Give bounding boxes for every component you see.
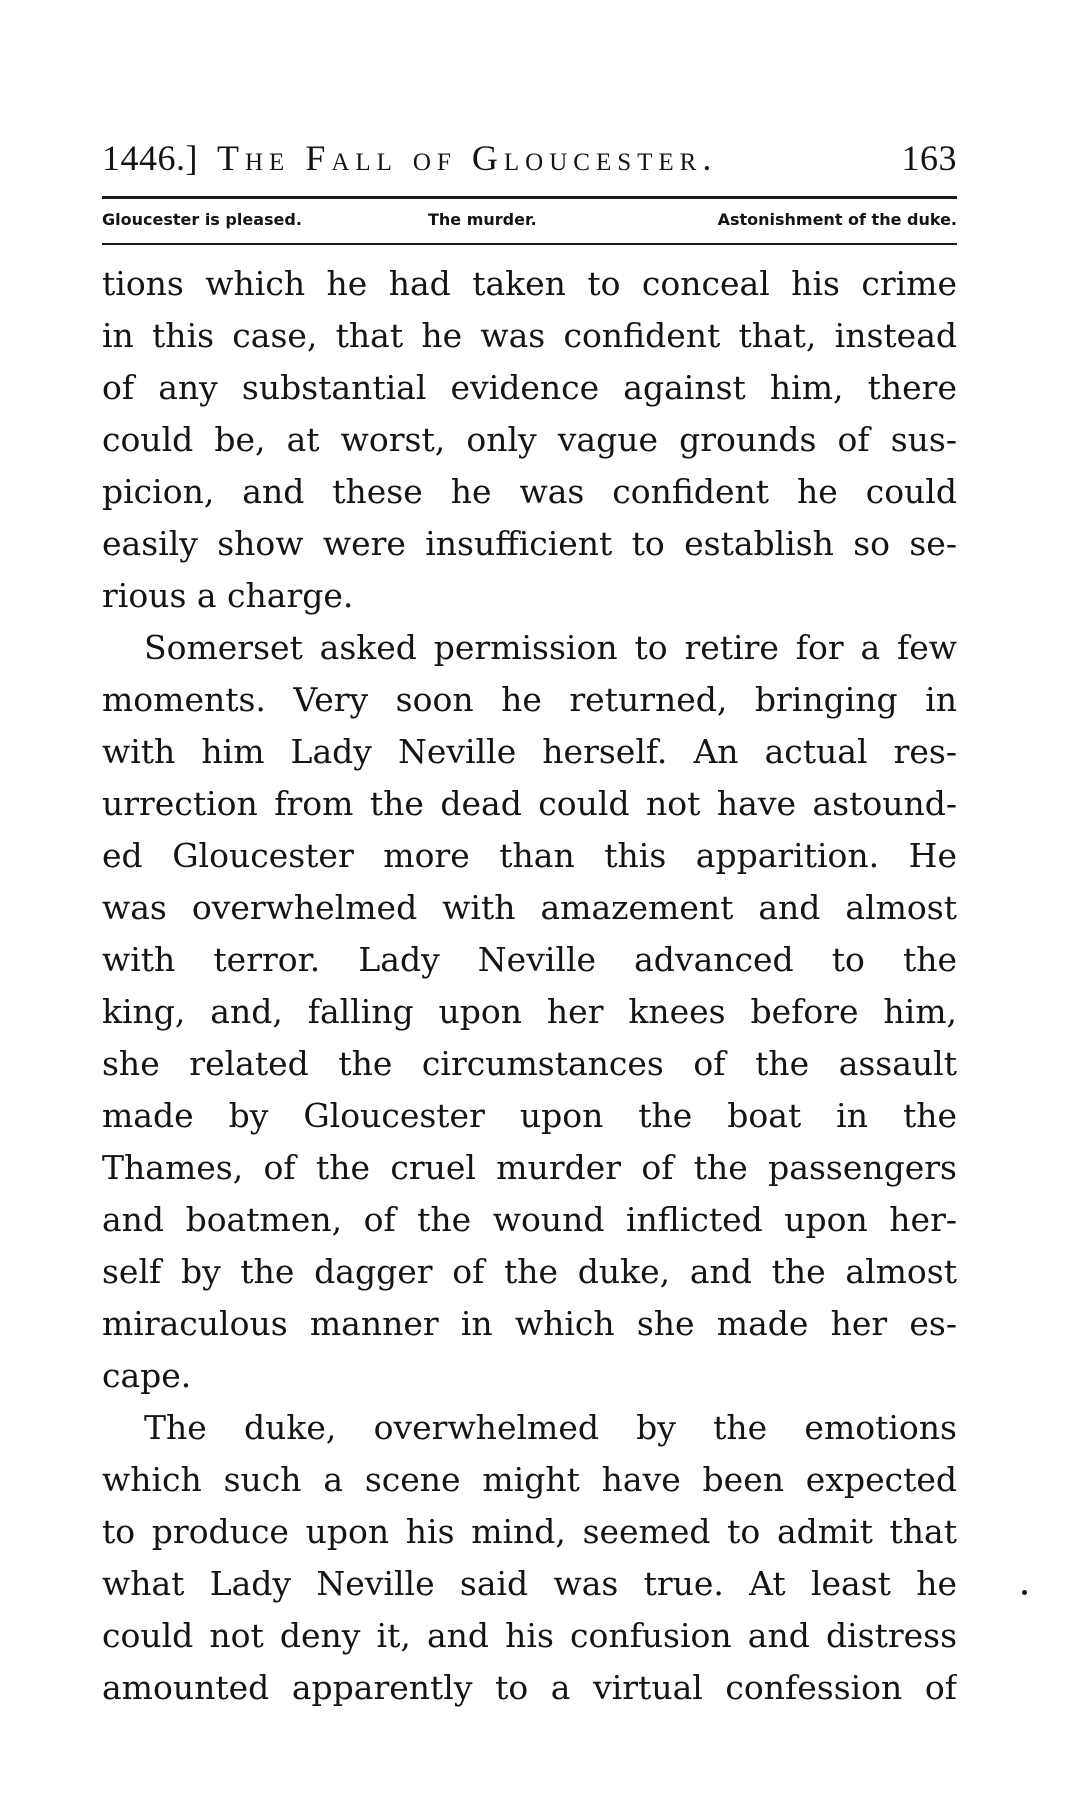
text-line: urrection from the dead could not have astound- — [102, 784, 957, 823]
text-line: and boatmen, of the wound inflicted upon her- — [102, 1200, 957, 1239]
text-line: rious a charge. — [102, 576, 354, 615]
text-line: ed Gloucester more than this apparition. He — [102, 836, 957, 875]
text-line: tions which he had taken to conceal his crime — [102, 264, 957, 303]
text-line: which such a scene might have been expected — [102, 1460, 957, 1499]
text-line: easily show were insufficient to establish so se- — [102, 524, 957, 563]
text-line: picion, and these he was confident he could — [102, 472, 957, 511]
marginal-summary — [102, 200, 957, 240]
header-rule-bottom — [102, 243, 957, 245]
header-rule-top — [102, 196, 957, 199]
ink-speck — [1022, 1590, 1027, 1595]
text-line: could be, at worst, only vague grounds of sus- — [102, 420, 957, 459]
text-line: she related the circumstances of the assault — [102, 1044, 957, 1083]
text-line: to produce upon his mind, seemed to admit that — [102, 1512, 957, 1551]
text-line: The duke, overwhelmed by the emotions — [144, 1408, 957, 1447]
summary-topic-3: Astonishment of the duke. — [717, 210, 957, 229]
text-line: king, and, falling upon her knees before him, — [102, 992, 957, 1031]
text-line: of any substantial evidence against him, there — [102, 368, 957, 407]
text-line: miraculous manner in which she made her es- — [102, 1304, 957, 1343]
text-line: moments. Very soon he returned, bringing in — [102, 680, 957, 719]
header-year: 1446.] — [102, 138, 198, 178]
summary-topic-1: Gloucester is pleased. — [102, 210, 302, 229]
text-line: self by the dagger of the duke, and the almost — [102, 1252, 957, 1291]
text-line: was overwhelmed with amazement and almost — [102, 888, 957, 927]
text-line: with him Lady Neville herself. An actual res- — [102, 732, 957, 771]
text-line: amounted apparently to a virtual confession of — [102, 1668, 957, 1707]
summary-topic-2: The murder. — [428, 210, 537, 229]
text-line: cape. — [102, 1356, 192, 1395]
page-number: 163 — [901, 138, 957, 178]
text-line: made by Gloucester upon the boat in the — [102, 1096, 957, 1135]
text-line: what Lady Neville said was true. At least he — [102, 1564, 957, 1603]
text-line: Thames, of the cruel murder of the passengers — [102, 1148, 957, 1187]
body-text — [102, 258, 957, 1714]
text-line: Somerset asked permission to retire for a few — [144, 628, 957, 667]
text-line: could not deny it, and his confusion and distress — [102, 1616, 957, 1655]
running-header — [102, 130, 957, 186]
text-line: with terror. Lady Neville advanced to the — [102, 940, 957, 979]
text-line: in this case, that he was confident that, instead — [102, 316, 957, 355]
page-title: The Fall of Gloucester. — [217, 138, 718, 178]
